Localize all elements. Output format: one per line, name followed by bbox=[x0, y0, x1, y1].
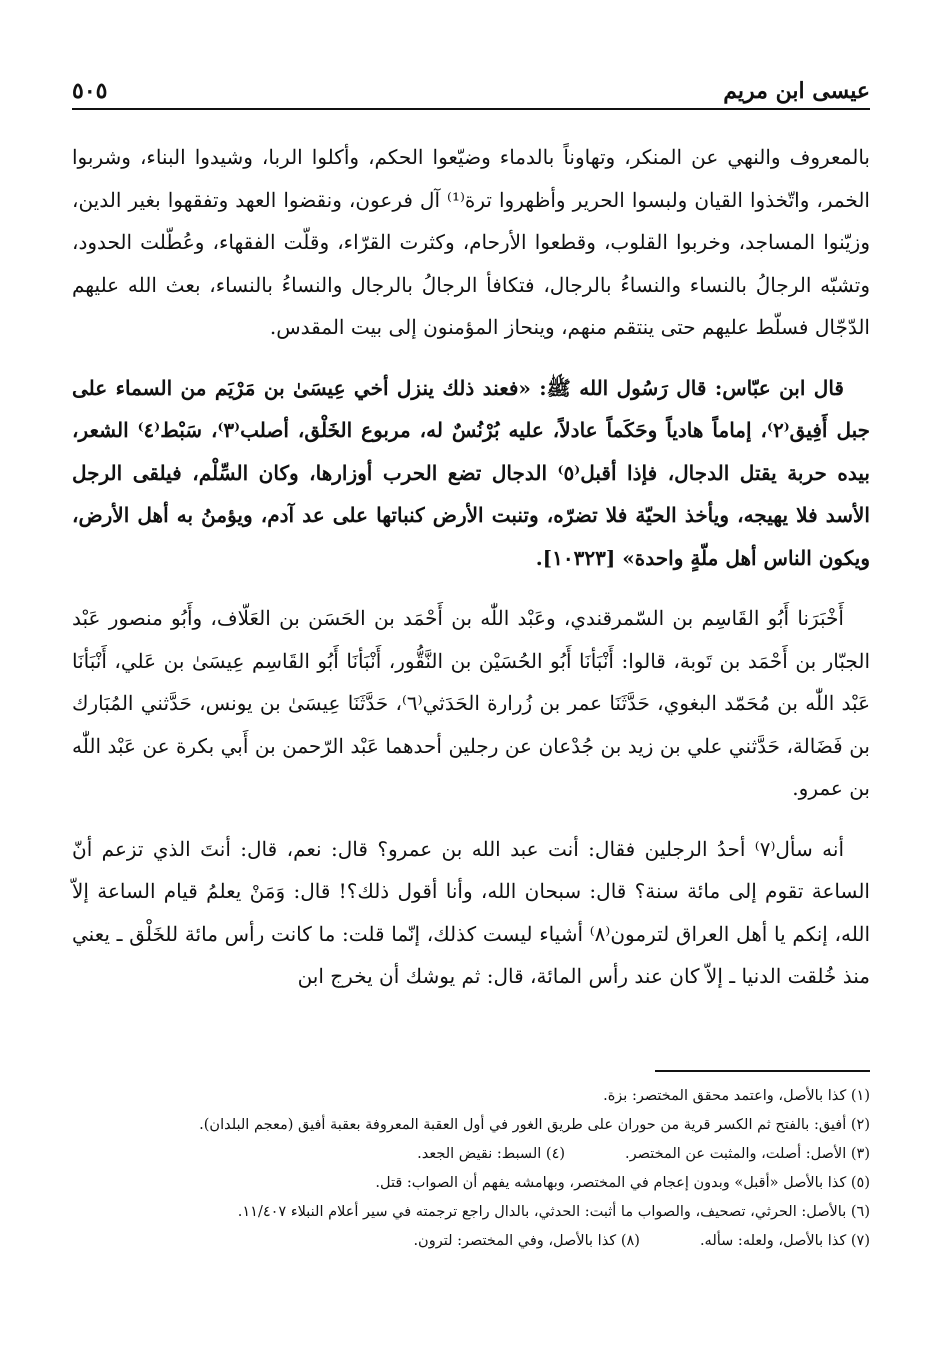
footnote-line bbox=[72, 1227, 870, 1256]
footnote-divider bbox=[655, 1070, 870, 1072]
paragraph: أنه سأل⁽٧⁾ أحدُ الرجلين فقال: أنت عبد الله بن عمرو؟ قال: نعم، قال: أنتَ الذي تزعم أنّ الساعة تقوم إلى مائة سنة؟ قال: سبحان الله، وأنا أقول ذلك؟! قال: وَمَنْ يعلمُ قيام الساعة إلاّ الله، إنكم يا أهل العراق لترمون⁽٨⁾ أشياء ليست كذلك، إنّما قلت: ما كانت رأس مائة للخَلْق ـ يعني منذ خُلقت الدنيا ـ إلاّ كان عند رأس المائة، قال: ثم يوشك أن يخرج ابن bbox=[72, 836, 871, 988]
main-text bbox=[72, 136, 870, 1016]
footnote-line bbox=[72, 1198, 870, 1227]
hadith-paragraph: قال ابن عبّاس: قال رَسُول الله ﷺ: «فعند ذلك ينزل أخي عِيسَىٰ بن مَرْيَم من السماء على جبل أَفِيق⁽٢⁾، إماماً هادياً وحَكَماً عادلاً، عليه بُرْنُسٌ له، مربوع الخَلْق، أصلب⁽٣⁾، سَبْط⁽٤⁾ الشعر، بيده حربة يقتل الدجال، فإذا أقبل⁽٥⁾ الدجال تضع الحرب أوزارها، وكان السِّلْم، فيلقى الرجل الأسد فلا يهيجه، ويأخذ الحيّة فلا تضرّه، وتنبت الأرض كنباتها على عد آدم، ويؤمنُ به أهل الأرض، ويكون الناس أهل ملّةٍ واحدة» [١٠٣٢٣]. bbox=[72, 375, 870, 570]
page-number: ٥٠٥ bbox=[72, 78, 108, 104]
footnote: (٧) كذا بالأصل، ولعله: سأله. bbox=[699, 1233, 870, 1249]
footnote-line bbox=[72, 1140, 870, 1169]
footnote: (٦) بالأصل: الحرثي، تصحيف، والصواب ما أثبت: الحدثي، بالدال راجع ترجمته في سير أعلام النبلاء ١١/٤٠٧. bbox=[237, 1204, 870, 1220]
footnote: (٢) أفيق: بالفتح ثم الكسر قرية من حوران على طريق الغور في أول العقبة المعروفة بعقبة أفيق (معجم البلدان). bbox=[199, 1117, 870, 1133]
footnote: (١) كذا بالأصل، واعتمد محقق المختصر: بزة. bbox=[603, 1088, 870, 1104]
footnote-line bbox=[72, 1082, 870, 1111]
footnote-line bbox=[72, 1111, 870, 1140]
footnote: (٤) السبط: نقيض الجعد. bbox=[417, 1146, 566, 1162]
footnote: (٥) كذا بالأصل «أقبل» وبدون إعجام في المختصر، وبهامشه يفهم أن الصواب: قتل. bbox=[375, 1175, 870, 1191]
paragraph: بالمعروف والنهي عن المنكر، وتهاوناً بالدماء وضيّعوا الحكم، وأكلوا الربا، وشيدوا البناء، وشربوا الخمر، واتّخذوا القيان ولبسوا الحرير وأظهروا ترة⁽¹⁾ آل فرعون، ونقضوا العهد وتفقهوا بغير الدين، وزيّنوا المساجد، وخربوا القلوب، وقطعوا الأرحام، وكثرت القرّاء، وقلّت الفقهاء، وعُطّلت الحدود، وتشبّه الرجالُ بالنساء والنساءُ بالرجال، فتكافأ الرجالُ بالرجال والنساءُ بالنساء، بعث الله عليهم الدّجّال فسلّط عليهم حتى ينتقم منهم، وينحاز المؤمنون إلى بيت المقدس. bbox=[72, 145, 870, 339]
footnote: (٨) كذا بالأصل، وفي المختصر: لترون. bbox=[413, 1233, 640, 1249]
footnote: (٣) الأصل: أصلت، والمثبت عن المختصر. bbox=[625, 1146, 870, 1162]
running-title: عيسى ابن مريم bbox=[723, 78, 870, 104]
page-header bbox=[72, 66, 870, 110]
footnote-line bbox=[72, 1169, 870, 1198]
isnad-paragraph: أَخْبَرَنا أَبُو القَاسِم بن السّمرقندي، وعَبْد اللّٰه بن أَحْمَد بن الحَسَن بن العَلّاف، وأَبُو منصور عَبْد الجبّار بن أَحْمَد بن تَوبة، قالوا: أَنْبَأنَا أَبُو الحُسَيْن بن النَّقُّور، أَنْبَأنَا أَبُو القَاسِم عِيسَىٰ بن عَلي، أَنْبَأنَا عَبْد اللّٰه بن مُحَمّد البغوي، حَدَّثَنَا عمر بن زُرارة الحَدَثي⁽٦⁾، حَدَّثَنَا عِيسَىٰ بن يونس، حَدَّثني المُبَارك بن فَضَالة، حَدَّثني علي بن زيد بن جُدْعان عن رجلين أحدهما عَبْد الرّحمن بن أَبي بكرة عن عَبْد اللّٰه بن عمرو. bbox=[72, 606, 871, 800]
footnotes bbox=[72, 1070, 870, 1256]
